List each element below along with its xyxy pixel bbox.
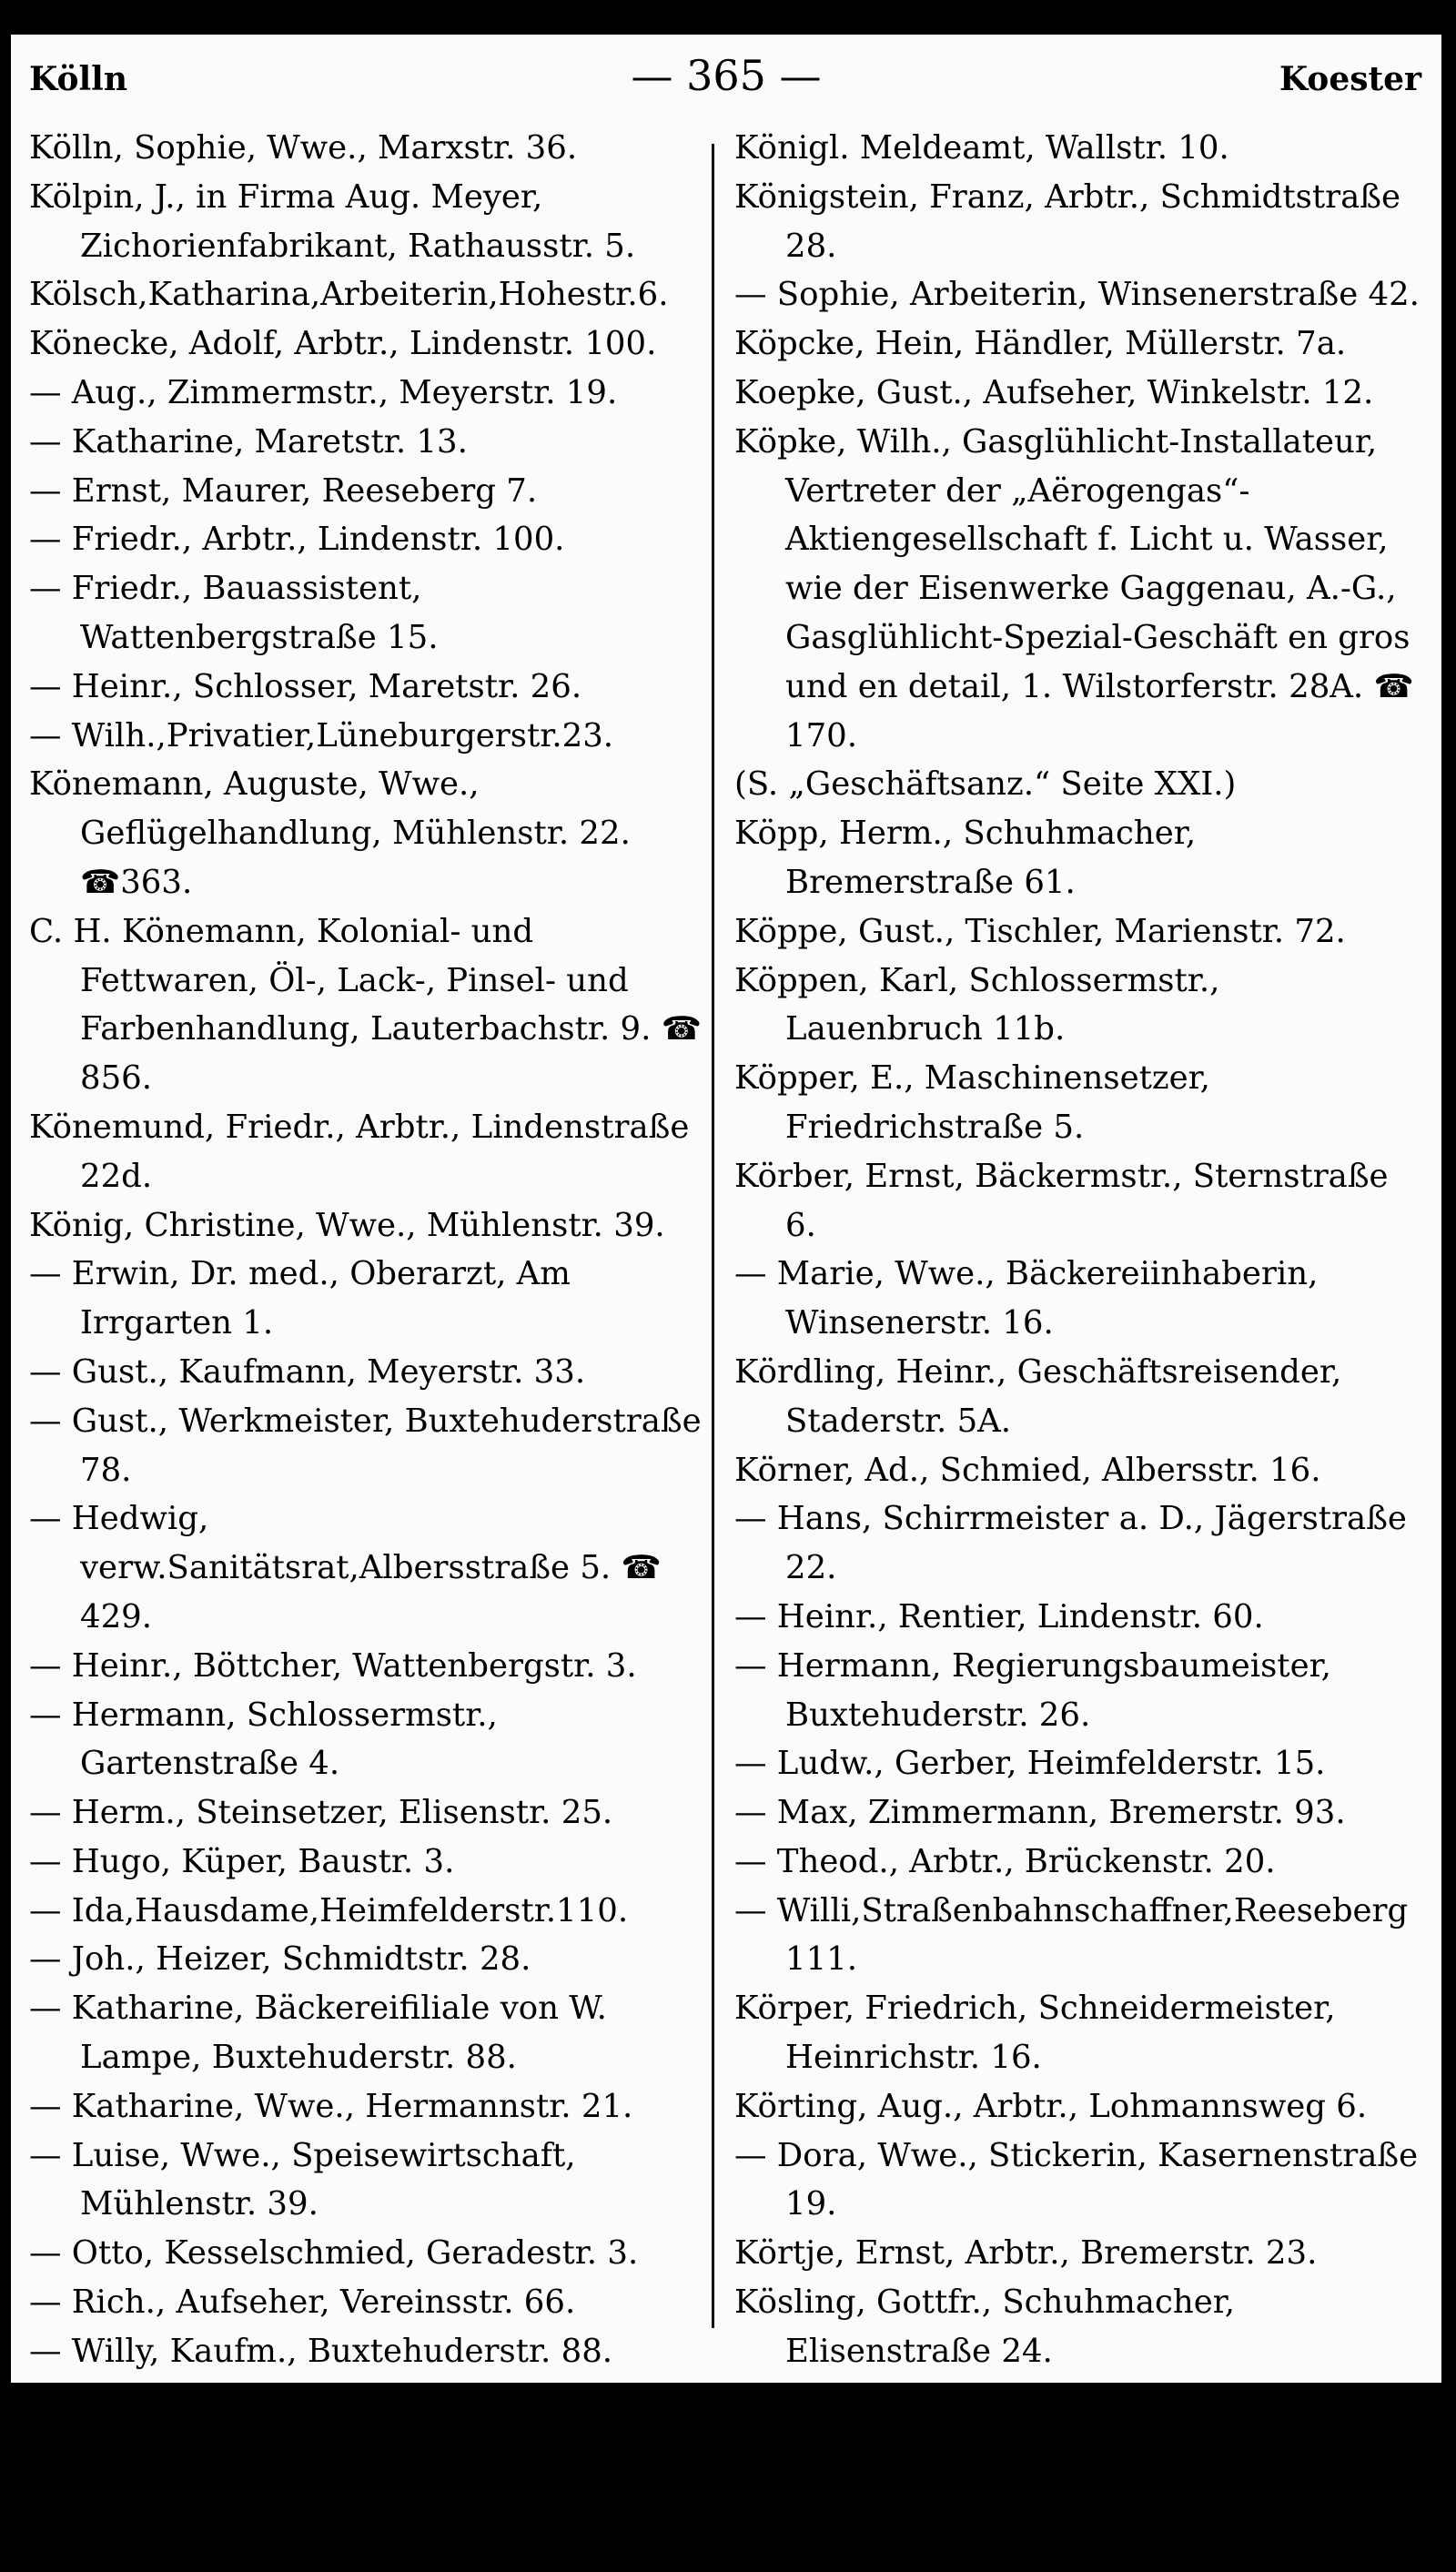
- directory-entry: (S. „Geschäftsanz.“ Seite XXI.): [734, 765, 1237, 804]
- directory-entry: Kördling, Heinr., Geschäftsreisender, Staderstr. 5A.: [734, 1352, 1342, 1440]
- column-divider: [712, 144, 714, 2328]
- directory-entry: Köpcke, Hein, Händler, Müllerstr. 7a.: [734, 325, 1347, 363]
- directory-entry: Koester, W., Wwe., Meyerstr. 12.: [734, 2381, 1265, 2419]
- directory-entry: — Wilh.,Privatier,Lüneburgerstr.23.: [29, 716, 614, 754]
- directory-entry: Koepke, Gust., Aufseher, Winkelstr. 12.: [734, 373, 1374, 411]
- directory-entry: Kölpin, J., in Firma Aug. Meyer, Zichorienfabrikant, Rathausstr. 5.: [29, 177, 636, 265]
- directory-entry: — Luise, Wwe., Speisewirtschaft, Mühlenstr. 39.: [29, 2136, 576, 2223]
- directory-entry: Köpper, E., Maschinensetzer, Friedrichstraße 5.: [734, 1059, 1210, 1146]
- directory-entry: — Katharine, Wwe., Hermannstr. 21.: [29, 2087, 633, 2125]
- directory-entry: Könemund, Friedr., Arbtr., Lindenstraße 22d.: [29, 1108, 690, 1195]
- directory-entry: — Heinr., Rentier, Lindenstr. 60.: [734, 1597, 1264, 1635]
- directory-entry: Körting, Aug., Arbtr., Lohmannsweg 6.: [734, 2087, 1368, 2125]
- directory-entry: Königliche Kreiskasse, Kanalplatz 3.: [29, 2381, 625, 2419]
- directory-entry: Köppen, Karl, Schlossermstr., Lauenbruch 11b.: [734, 961, 1220, 1048]
- directory-entry: C. H. Könemann, Kolonial- und Fettwaren, Öl-, Lack-, Pinsel- und Farbenhandlung, Lauterbachstr. 9. ☎ 856.: [29, 912, 702, 1098]
- directory-entry: — Ernst, Maurer, Reeseberg 7.: [29, 471, 538, 510]
- directory-entry: Körper, Friedrich, Schneidermeister, Heinrichstr. 16.: [734, 1990, 1336, 2077]
- directory-entry: Königl. Kreisschulinspektion, Lindenstraße 52.: [29, 2430, 508, 2517]
- directory-entry: — Sophie, Arbeiterin, Winsenerstraße 42.: [734, 276, 1420, 314]
- directory-entry: Köpp, Herm., Schuhmacher, Bremerstraße 61.: [734, 815, 1197, 901]
- directory-entry: — Hedwig, verw.Sanitätsrat,Albersstraße 5. ☎ 429.: [29, 1500, 662, 1635]
- directory-entry: — Aug., Zimmermstr., Meyerstr. 19.: [29, 373, 618, 411]
- directory-entry: — Hugo, Küper, Baustr. 3.: [29, 1842, 455, 1880]
- directory-entry: Körtje, Ernst, Arbtr., Bremerstr. 23.: [734, 2234, 1318, 2273]
- directory-entry: — Rich., Aufseher, Vereinsstr. 66.: [29, 2283, 576, 2322]
- directory-entry: — Herm., Steinsetzer, Elisenstr. 25.: [29, 1794, 613, 1832]
- directory-entry: Könecke, Adolf, Arbtr., Lindenstr. 100.: [29, 325, 657, 363]
- directory-entry: König, Christine, Wwe., Mühlenstr. 39.: [29, 1206, 665, 1244]
- directory-entry: Köpke, Wilh., Gasglühlicht-Installateur, Vertreter der „Aërogengas“-Aktiengesellschaft f. Licht u. Wasser, wie der Eisenwerke Gaggenau, A.-G., Gasglühlicht-Spezial-Geschäft en gros und en detail, 1. Wilstorferstr. 28A. ☎ 170.: [734, 422, 1414, 754]
- directory-entry: — Dora, Wwe., Stickerin, Kasernenstraße 19.: [734, 2136, 1419, 2223]
- directory-entry: — Katharine, Maretstr. 13.: [29, 422, 468, 461]
- left-column: [29, 124, 703, 2572]
- directory-entry: Köppe, Gust., Tischler, Marienstr. 72.: [734, 912, 1346, 950]
- right-column: [734, 124, 1421, 2425]
- directory-entry: — Ludw., Gerber, Heimfelderstr. 15.: [734, 1745, 1326, 1783]
- directory-entry: — Friedr., Bauassistent, Wattenbergstraße 15.: [29, 570, 439, 656]
- directory-entry: — Willy, Kaufm., Buxtehuderstr. 88.: [29, 2332, 613, 2370]
- directory-entry: — Ida,Hausdame,Heimfelderstr.110.: [29, 1891, 629, 1929]
- directory-entry: — Katharine, Bäckereifiliale von W. Lampe, Buxtehuderstr. 88.: [29, 1990, 607, 2077]
- directory-entry: Königstein, Franz, Arbtr., Schmidtstraße 28.: [734, 177, 1400, 265]
- directory-entry: — Theod., Arbtr., Brückenstr. 20.: [734, 1842, 1276, 1880]
- directory-entry: — Heinr., Böttcher, Wattenbergstr. 3.: [29, 1646, 637, 1685]
- page-header: [11, 53, 1441, 116]
- directory-entry: — Max, Zimmermann, Bremerstr. 93.: [734, 1794, 1346, 1832]
- directory-entry: — Marie, Wwe., Bäckereiinhaberin, Winsenerstr. 16.: [734, 1255, 1319, 1342]
- directory-entry: Körner, Ad., Schmied, Albersstr. 16.: [734, 1451, 1321, 1489]
- directory-entry: — Hermann, Schlossermstr., Gartenstraße 4.: [29, 1696, 498, 1783]
- directory-entry: — Hans, Schirrmeister a. D., Jägerstraße 22.: [734, 1500, 1407, 1587]
- page-number: — 365 —: [631, 51, 822, 100]
- directory-entry: Könemann, Auguste, Wwe., Geflügelhandlung, Mühlenstr. 22. ☎363.: [29, 765, 631, 901]
- directory-entry: Kölsch,Katharina,Arbeiterin,Hohestr.6.: [29, 276, 669, 314]
- directory-entry: — Friedr., Arbtr., Lindenstr. 100.: [29, 521, 565, 559]
- directory-entry: Königl. Katasteramt, Kanalplatz 3.: [29, 2528, 593, 2567]
- directory-page: [11, 35, 1441, 2567]
- directory-entry: — Hermann, Regierungsbaumeister, Buxtehuderstr. 26.: [734, 1646, 1331, 1734]
- directory-entry: Kösling, Gottfr., Schuhmacher, Elisenstraße 24.: [734, 2283, 1236, 2370]
- directory-entry: — Otto, Kesselschmied, Geradestr. 3.: [29, 2234, 639, 2273]
- directory-entry: — Willi,Straßenbahnschaffner,Reeseberg 111.: [734, 1891, 1409, 1979]
- running-head-right: Koester: [1279, 60, 1421, 98]
- directory-entry: — Joh., Heizer, Schmidtstr. 28.: [29, 1940, 531, 1979]
- directory-entry: Körber, Ernst, Bäckermstr., Sternstraße 6.: [734, 1157, 1389, 1244]
- directory-entry: — Gust., Kaufmann, Meyerstr. 33.: [29, 1352, 586, 1391]
- directory-entry: — Heinr., Schlosser, Maretstr. 26.: [29, 667, 582, 705]
- directory-entry: — Erwin, Dr. med., Oberarzt, Am Irrgarten 1.: [29, 1255, 571, 1342]
- directory-entry: Königl. Meldeamt, Wallstr. 10.: [734, 129, 1229, 167]
- directory-entry: Kölln, Sophie, Wwe., Marxstr. 36.: [29, 129, 578, 167]
- directory-entry: — Gust., Werkmeister, Buxtehuderstraße 78.: [29, 1402, 702, 1489]
- running-head-left: Kölln: [29, 60, 128, 98]
